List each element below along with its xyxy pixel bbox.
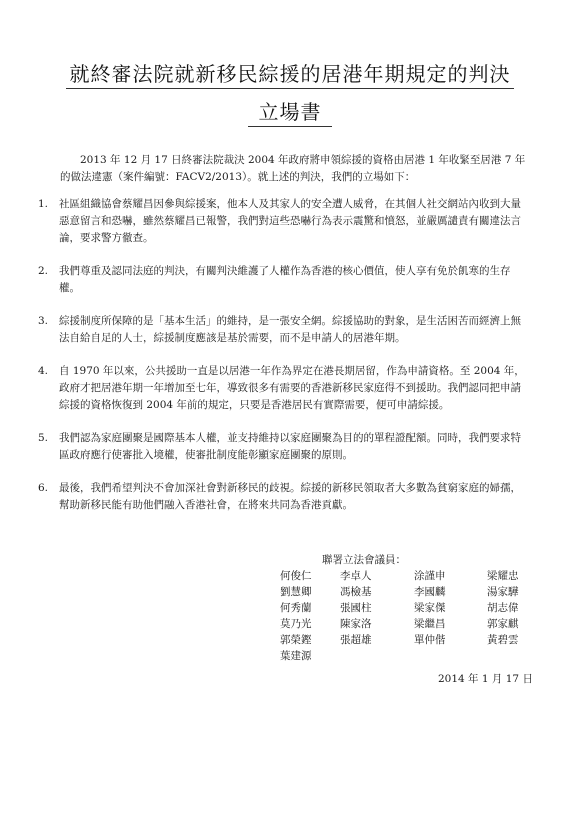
signer-name: 葉建源 (280, 650, 312, 662)
signer-name: 李國麟 (414, 586, 446, 598)
position-item (38, 313, 530, 347)
item-number: 5. (38, 432, 49, 444)
item-number: 4. (38, 365, 49, 377)
signer-name: 張國柱 (340, 602, 372, 614)
item-text: 我們尊重及認同法庭的判決，有關判決維護了人權作為香港的核心價值，使人享有免於飢寒的生存權。 (59, 265, 511, 294)
title-underline-2 (248, 126, 332, 127)
signer-name: 何俊仁 (280, 570, 312, 582)
item-number: 1. (38, 198, 49, 210)
signer-name: 莫乃光 (280, 618, 312, 630)
signer-name: 梁繼昌 (414, 618, 446, 630)
signers-grid (0, 568, 580, 668)
position-item (38, 480, 530, 514)
signer-name: 胡志偉 (487, 602, 519, 614)
signer-name: 梁耀忠 (487, 570, 519, 582)
signer-name: 涂謹申 (414, 570, 446, 582)
position-item (38, 430, 530, 464)
signer-name: 郭榮鏗 (280, 634, 312, 646)
signer-name: 黃碧雲 (487, 634, 519, 646)
signer-name: 劉慧卿 (280, 586, 312, 598)
position-item (38, 363, 530, 414)
signer-name: 李卓人 (340, 570, 372, 582)
signer-name: 陳家洛 (340, 618, 372, 630)
signer-name: 湯家驊 (487, 586, 519, 598)
position-item (38, 196, 530, 247)
position-item (38, 263, 530, 297)
signer-name: 張超雄 (340, 634, 372, 646)
item-number: 3. (38, 315, 49, 327)
item-number: 6. (38, 482, 49, 494)
item-text: 社區組織協會蔡耀昌因參與綜援案，他本人及其家人的安全遭人威脅，在其個人社交網站內收到大量惡意留言和恐嚇，雖然蔡耀昌已報警，我們對這些恐嚇行為表示震驚和憤怒，並嚴厲譴責有關違法言論，要求警方徹查。 (59, 198, 521, 244)
signer-name: 梁家傑 (414, 602, 446, 614)
signer-name: 何秀蘭 (280, 602, 312, 614)
item-text: 自 1970 年以來，公共援助一直是以居港一年作為界定在港長期居留，作為申請資格。至 2004 年，政府才把居港年期一年增加至七年，導致很多有需要的香港新移民家庭得不到援助。我們認同把申請綜援的資格恢復到 2004 年前的規定，只要是香港居民有實際需要，便可申請綜援。 (59, 365, 525, 411)
title-line-1: 就終審法院就新移民綜援的居港年期規定的判決 (69, 62, 511, 86)
signer-name: 郭家麒 (487, 618, 519, 630)
statement-date: 2014 年 1 月 17 日 (438, 673, 533, 685)
signer-name: 馮檢基 (340, 586, 372, 598)
title-line-2: 立場書 (258, 100, 322, 124)
title-underline-1 (66, 88, 514, 89)
position-list (38, 196, 530, 530)
item-number: 2. (38, 265, 49, 277)
intro-paragraph: 2013 年 12 月 17 日終審法院裁決 2004 年政府將申領綜援的資格由居港 1 年收緊至居港 7 年的做法違憲（案件編號：FACV2/2013）。就上述的判決，我們的立場如下： (60, 154, 526, 183)
signer-name: 單仲偕 (414, 634, 446, 646)
item-text: 綜援制度所保障的是「基本生活」的維持，是一張安全網。綜援協助的對象，是生活困苦而經濟上無法自給自足的人士，綜援制度應該是基於需要，而不是申請人的居港年期。 (59, 315, 521, 344)
item-text: 我們認為家庭團聚是國際基本人權，並支持維持以家庭團聚為目的的單程證配額。同時，我們要求特區政府應行使審批入境權，使審批制度能彰顯家庭團聚的原則。 (59, 432, 521, 461)
signers-heading: 聯署立法會議員： (322, 554, 406, 566)
item-text: 最後，我們希望判決不會加深社會對新移民的歧視。綜援的新移民領取者大多數為貧窮家庭的婦孺，幫助新移民能有助他們融入香港社會，在將來共同為香港貢獻。 (59, 482, 521, 511)
